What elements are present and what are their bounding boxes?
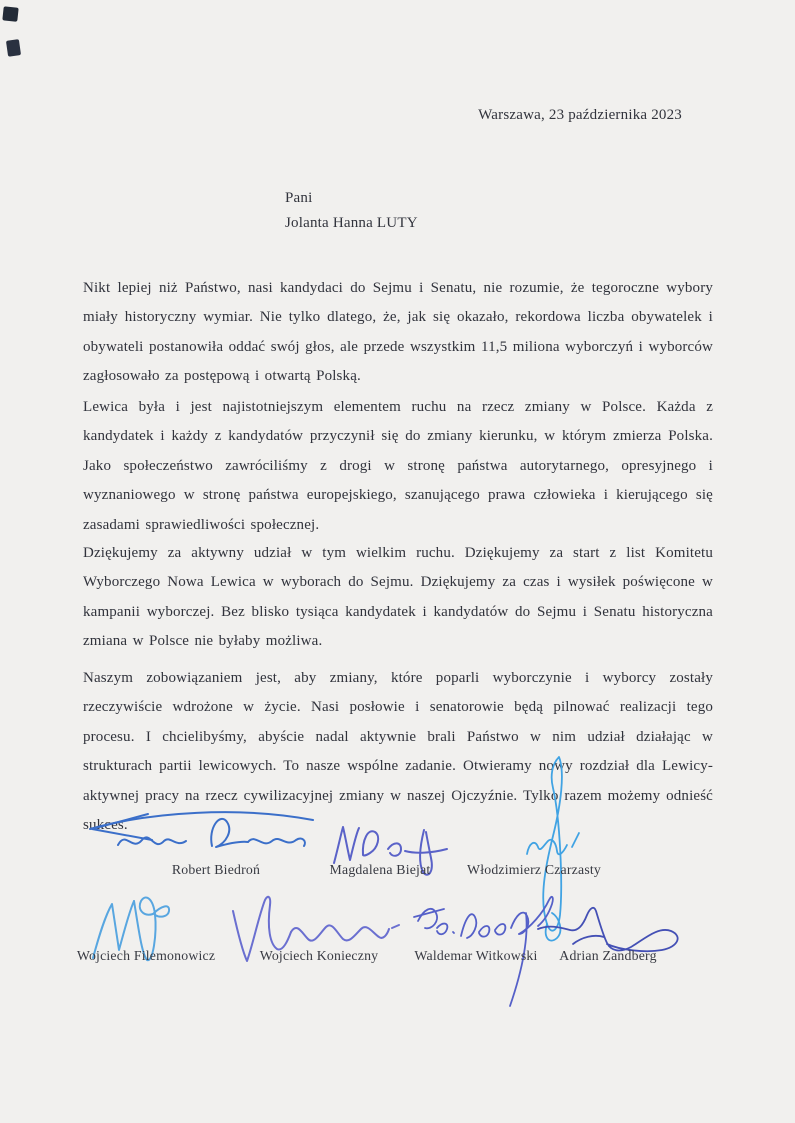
scan-artifacts — [0, 0, 40, 70]
signatory-name-wojciech-filemonowicz: Wojciech Filemonowicz — [76, 948, 216, 963]
signatory-name-magdalena-biejat: Magdalena Biejat — [329, 862, 431, 877]
signatory-name-wojciech-konieczny: Wojciech Konieczny — [259, 948, 379, 963]
scan-mark-bottom-icon — [6, 39, 21, 57]
addressee-name: Jolanta Hanna LUTY — [285, 215, 418, 231]
scan-mark-top-icon — [2, 6, 18, 21]
paragraph-1: Nikt lepiej niż Państwo, nasi kandydaci do Sejmu i Senatu, nie rozumie, że tegoroczne wybory miały historyczny wymiar. Nie tylko dlatego, że, jak się okazało, rekordowa liczba obywatelek i obywateli postanowiła oddać swój głos, ale przede wszystkim 11,5 miliona wyborczyń i wyborców zagłosowało za postępową i otwartą Polską. — [83, 280, 713, 385]
paragraph-2: Lewica była i jest najistotniejszym elementem ruchu na rzecz zmiany w Polsce. Każda z kandydatek i każdy z kandydatów przyczynił się do zmiany kierunku, w którym zmierza Polska. Jako społeczeństwo zawróciliśmy z drogi w stronę państwa autorytarnego, opresyjnego i wyznaniowego w stronę państwa europejskiego, szanującego prawa człowieka i kierującego się zasadami sprawiedliwości społecznej. — [83, 399, 713, 533]
signatory-name-waldemar-witkowski: Waldemar Witkowski — [414, 948, 538, 963]
signatory-name-robert-biedron: Robert Biedroń — [171, 862, 261, 877]
paragraph-4: Naszym zobowiązaniem jest, aby zmiany, które poparli wyborczynie i wyborcy zostały rzeczywiście wdrożone w życie. Nasi posłowie i senatorowie będą pilnować realizacji tego procesu. I chcielibyśmy, abyście nadal aktywnie brali Państwo w nim udział działając w strukturach partii lewicowych. To nasze wspólne zadanie. Otwieramy nowy rozdział dla Lewicy- aktywnej pracy na rzecz cywilizacyjnej zmiany w naszej Ojczyźnie. Tylko razem możemy odnieść sukces. — [83, 670, 713, 834]
addressee-salutation: Pani — [285, 190, 313, 206]
signatory-name-wlodzimierz-czarzasty: Włodzimierz Czarzasty — [466, 862, 602, 877]
signatory-name-adrian-zandberg: Adrian Zandberg — [559, 948, 657, 963]
dateline: Warszawa, 23 października 2023 — [478, 107, 682, 123]
paragraph-3: Dziękujemy za aktywny udział w tym wielkim ruchu. Dziękujemy za start z list Komitetu Wyborczego Nowa Lewica w wyborach do Sejmu. Dziękujemy za czas i wysiłek poświęcone w kampanii wyborczej. Bez blisko tysiąca kandydatek i kandydatów do Sejmu i Senatu historyczna zmiana w Polsce nie byłaby możliwa. — [83, 545, 713, 650]
addressee-block — [285, 186, 418, 236]
signature-adrian-zandberg — [538, 908, 678, 951]
